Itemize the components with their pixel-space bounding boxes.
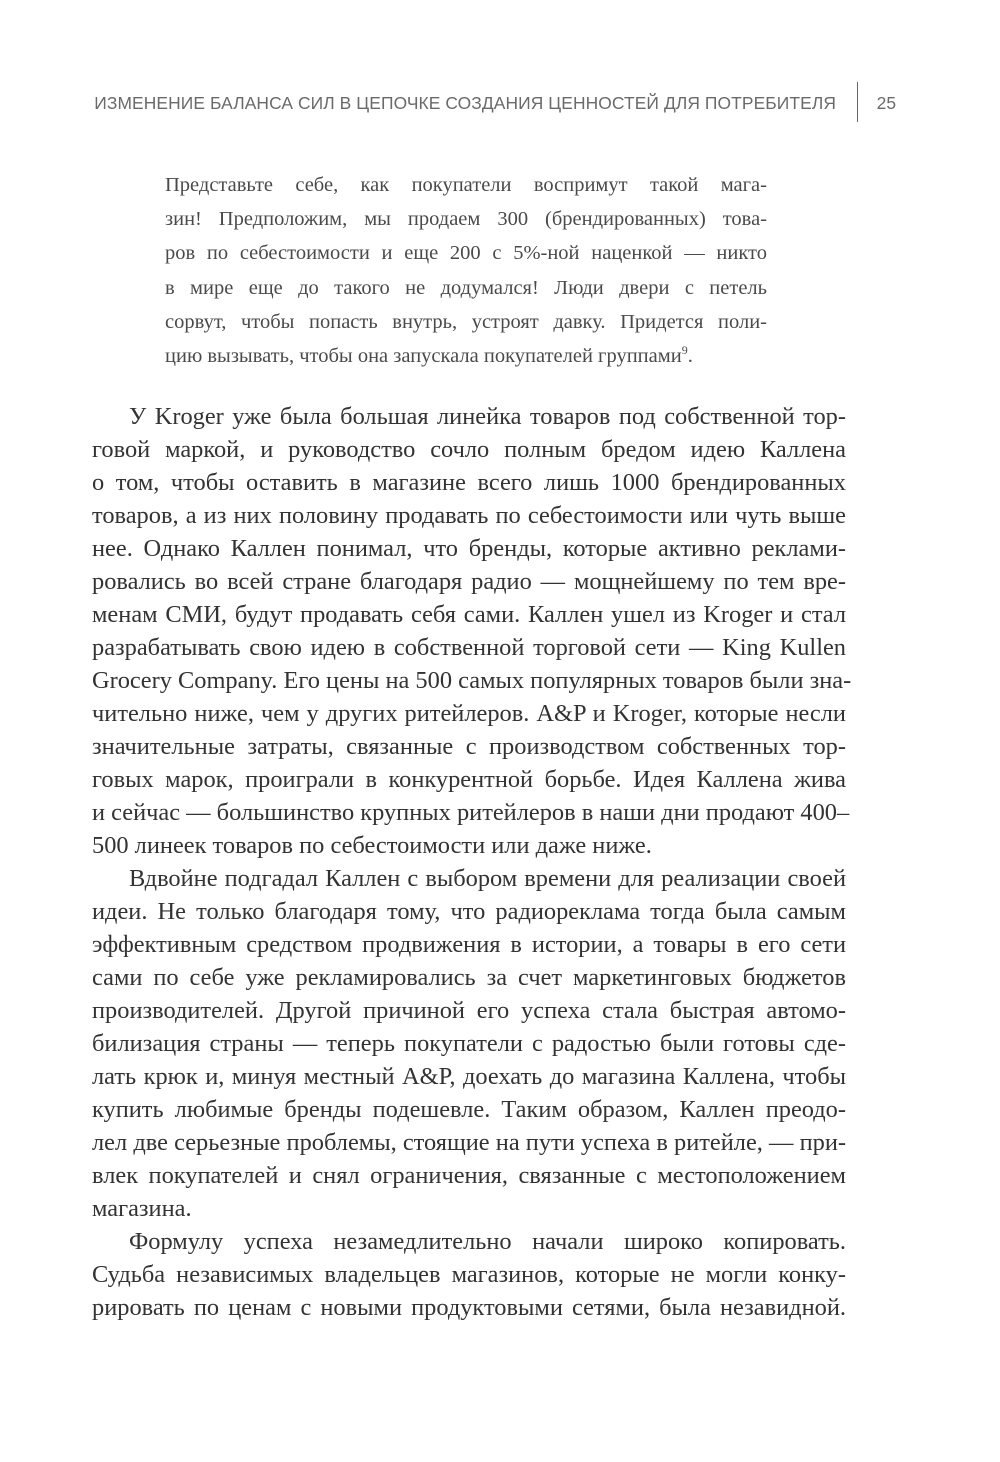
text-line: лать крюк и, минуя местный A&P, доехать до магазина Каллена, чтобы <box>92 1063 846 1090</box>
body-text <box>92 400 852 1324</box>
quote-line: зин! Предположим, мы продаем 300 (брендированных) това- <box>165 208 767 231</box>
text-line: значительные затраты, связанные с производством собственных тор- <box>92 733 846 760</box>
text-line: эффективным средством продвижения в истории, а товары в его сети <box>92 931 846 958</box>
text-line: ровались во всей стране благодаря радио — мощнейшему по тем вре- <box>92 568 846 595</box>
header-divider <box>857 82 858 122</box>
quote-line: Представьте себе, как покупатели воспримут такой мага- <box>165 174 767 196</box>
text-line: магазина. <box>92 1195 192 1222</box>
paragraph-2 <box>92 862 846 1225</box>
text-line: говой маркой, и руководство сочло полным бредом идею Каллена <box>92 436 846 463</box>
quote-line: в мире еще до такого не додумался! Люди двери с петель <box>165 276 767 299</box>
footnote-reference[interactable]: 9 <box>681 343 688 358</box>
text-line: влек покупателей и снял ограничения, связанные с местоположением <box>92 1162 846 1189</box>
quote-end-punct: . <box>687 345 693 368</box>
paragraph-1 <box>92 400 852 862</box>
text-line: разрабатывать свою идею в собственной торговой сети — King Kullen <box>92 634 846 661</box>
text-line: Вдвойне подгадал Каллен с выбором времени для реализации своей <box>129 865 846 892</box>
text-line: менам СМИ, будут продавать себя сами. Каллен ушел из Kroger и стал <box>92 601 846 628</box>
text-line: Grocery Company. Его цены на 500 самых популярных товаров были зна- <box>92 667 852 694</box>
text-line: 500 линеек товаров по себестоимости или даже ниже. <box>92 832 652 859</box>
quote-line-text: цию вызывать, чтобы она запускала покупателей группами <box>165 345 682 368</box>
text-line: производителей. Другой причиной его успеха стала быстрая автомо- <box>92 997 846 1024</box>
quote-last-line <box>165 339 767 373</box>
quote-line: ров по себестоимости и еще 200 с 5%-ной наценкой — никто <box>165 242 767 265</box>
text-line: билизация страны — теперь покупатели с радостью были готовы сде- <box>92 1030 846 1057</box>
text-line: товаров, а из них половину продавать по себестоимости или чуть выше <box>92 502 846 529</box>
running-title: ИЗМЕНЕНИЕ БАЛАНСА СИЛ В ЦЕПОЧКЕ СОЗДАНИЯ ЦЕННОСТЕЙ ДЛЯ ПОТРЕБИТЕЛЯ <box>94 93 836 113</box>
text-line: купить любимые бренды подешевле. Таким образом, Каллен преодо- <box>92 1096 846 1123</box>
text-line: лел две серьезные проблемы, стоящие на пути успеха в ритейле, — при- <box>92 1129 846 1156</box>
running-head <box>94 88 896 124</box>
text-line: идеи. Не только благодаря тому, что радиореклама тогда была самым <box>92 898 846 925</box>
text-line: У Kroger уже была большая линейка товаров под собственной тор- <box>129 403 846 430</box>
text-line: Формулу успеха незамедлительно начали широко копировать. <box>129 1228 846 1255</box>
text-line: сами по себе уже рекламировались за счет маркетинговых бюджетов <box>92 964 846 991</box>
block-quote <box>165 168 767 373</box>
text-line: Судьба независимых владельцев магазинов, которые не могли конку- <box>92 1261 846 1288</box>
text-line: о том, чтобы оставить в магазине всего лишь 1000 брендированных <box>92 469 846 496</box>
text-line: рировать по ценам с новыми продуктовыми сетями, была незавидной. <box>92 1294 846 1321</box>
text-line: чительно ниже, чем у других ритейлеров. A&P и Kroger, которые несли <box>92 700 846 727</box>
quote-line: сорвут, чтобы попасть внутрь, устроят давку. Придется поли- <box>165 310 767 333</box>
text-line: нее. Однако Каллен понимал, что бренды, которые активно реклами- <box>92 535 846 562</box>
text-line: говых марок, проиграли в конкурентной борьбе. Идея Каллена жива <box>92 766 846 793</box>
paragraph-3 <box>92 1225 846 1324</box>
page-number: 25 <box>876 93 896 113</box>
text-line: и сейчас — большинство крупных ритейлеров в наши дни продают 400– <box>92 799 850 826</box>
